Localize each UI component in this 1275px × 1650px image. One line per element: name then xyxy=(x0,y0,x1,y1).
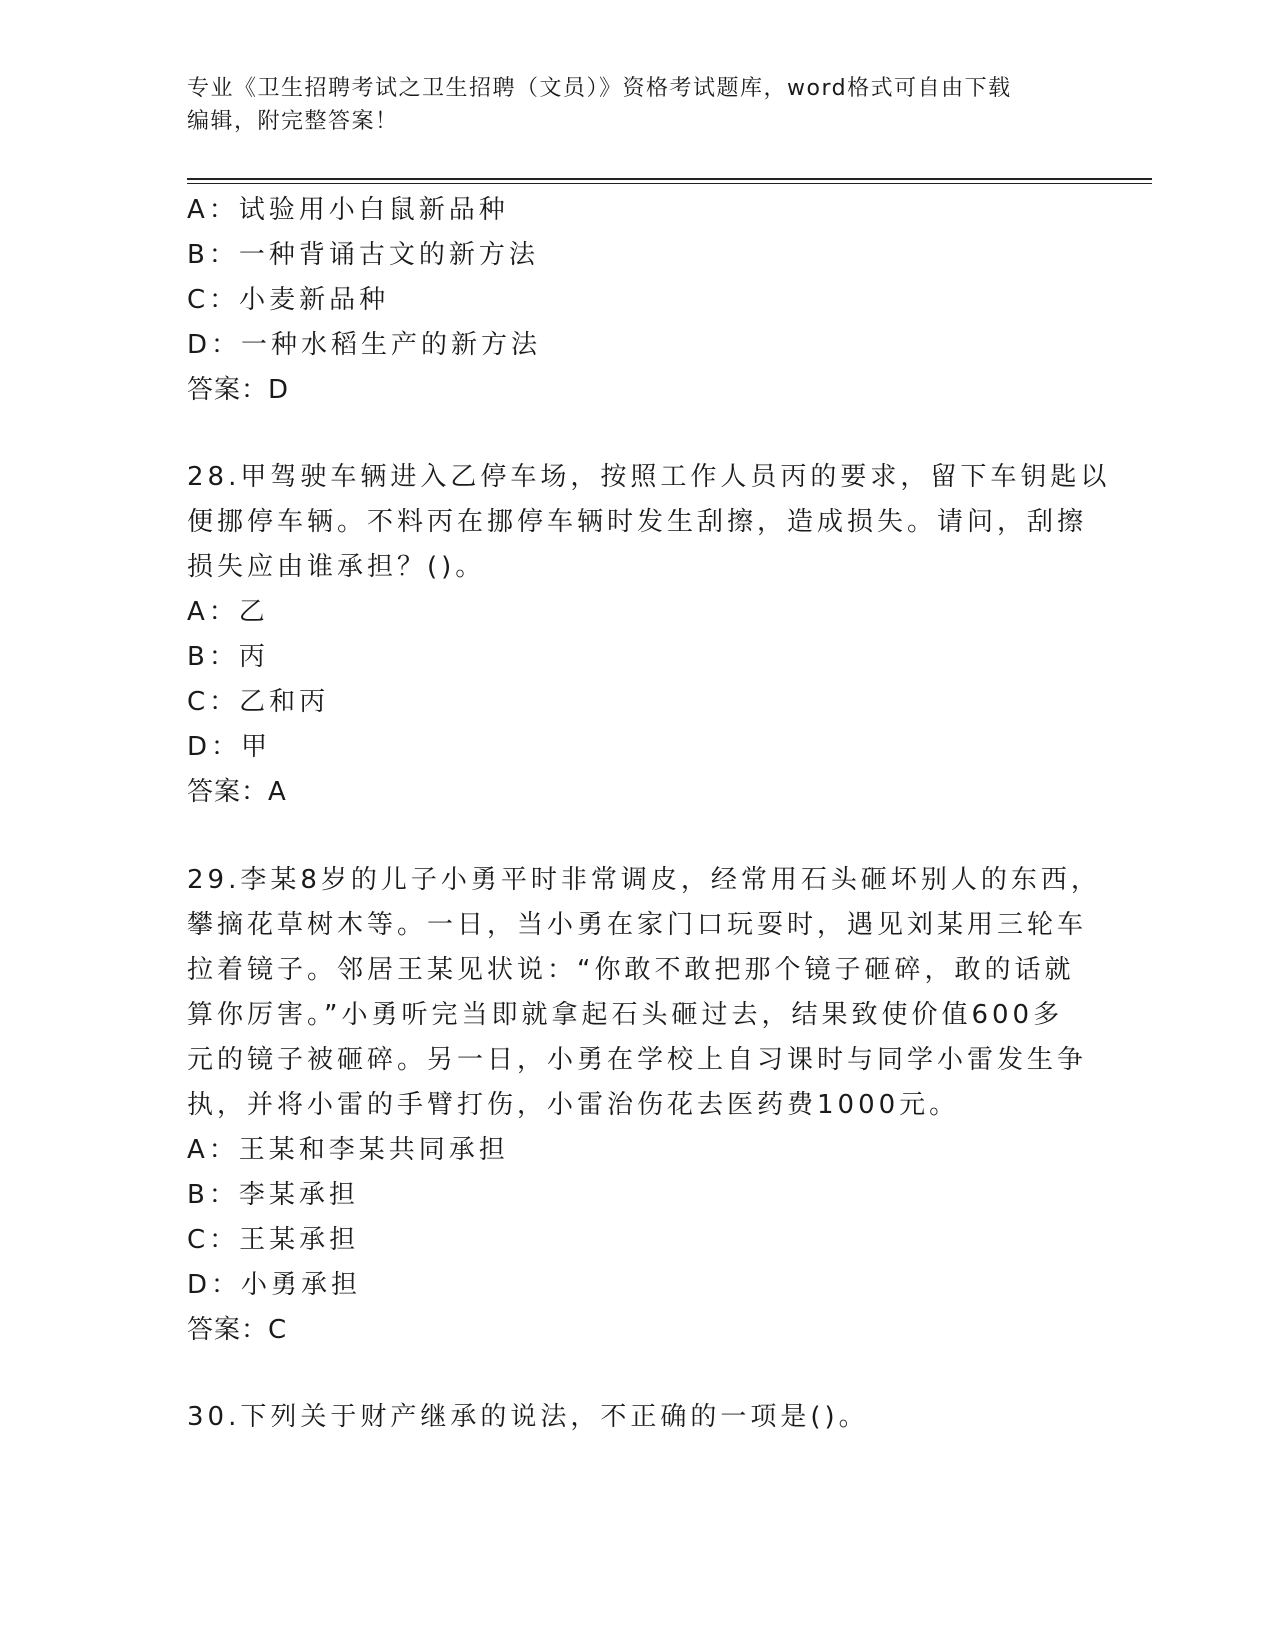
q27-option-b: B：一种背诵古文的新方法 xyxy=(187,240,539,270)
q28-stem-line-1: 28.甲驾驶车辆进入乙停车场，按照工作人员丙的要求，留下车钥匙以 xyxy=(187,462,1111,492)
q29-option-d: D：小勇承担 xyxy=(187,1270,362,1300)
header-rule-thick xyxy=(187,178,1152,180)
q28-option-d: D：甲 xyxy=(187,732,272,762)
document-header xyxy=(187,72,1067,138)
q28-stem-line-3: 损失应由谁承担？()。 xyxy=(187,552,486,582)
q30-stem-line-1: 30.下列关于财产继承的说法，不正确的一项是()。 xyxy=(187,1402,869,1432)
q27-option-a: A：试验用小白鼠新品种 xyxy=(187,195,509,225)
header-rule-thin xyxy=(187,183,1152,184)
q27-answer: 答案：D xyxy=(187,375,290,405)
q29-option-a: A：王某和李某共同承担 xyxy=(187,1135,509,1165)
q27-option-c: C：小麦新品种 xyxy=(187,285,390,315)
q29-stem-line-1: 29.李某8岁的儿子小勇平时非常调皮，经常用石头砸坏别人的东西， xyxy=(187,865,1101,895)
q29-option-b: B：李某承担 xyxy=(187,1180,359,1210)
q29-stem-line-5: 元的镜子被砸碎。另一日，小勇在学校上自习课时与同学小雷发生争 xyxy=(187,1045,1088,1075)
q29-stem-line-2: 攀摘花草树木等。一日，当小勇在家门口玩耍时，遇见刘某用三轮车 xyxy=(187,910,1088,940)
q29-stem-line-6: 执，并将小雷的手臂打伤，小雷治伤花去医药费1000元。 xyxy=(187,1090,960,1120)
q28-option-c: C：乙和丙 xyxy=(187,687,330,717)
q28-option-a: A：乙 xyxy=(187,597,269,627)
q28-answer: 答案：A xyxy=(187,777,287,807)
q29-answer: 答案：C xyxy=(187,1315,288,1345)
header-line-2: 编辑，附完整答案！ xyxy=(187,109,399,134)
q28-option-b: B：丙 xyxy=(187,642,269,672)
q29-option-c: C：王某承担 xyxy=(187,1225,360,1255)
q29-stem-line-3: 拉着镜子。邻居王某见状说：“你敢不敢把那个镜子砸碎，敢的话就 xyxy=(187,955,1075,985)
q29-stem-line-4: 算你厉害。”小勇听完当即就拿起石头砸过去，结果致使价值600多 xyxy=(187,1000,1064,1030)
header-line-1: 专业《卫生招聘考试之卫生招聘（文员）》资格考试题库，word格式可自由下载 xyxy=(187,76,1012,101)
q28-stem-line-2: 便挪停车辆。不料丙在挪停车辆时发生刮擦，造成损失。请问，刮擦 xyxy=(187,507,1088,537)
q27-option-d: D：一种水稻生产的新方法 xyxy=(187,330,542,360)
